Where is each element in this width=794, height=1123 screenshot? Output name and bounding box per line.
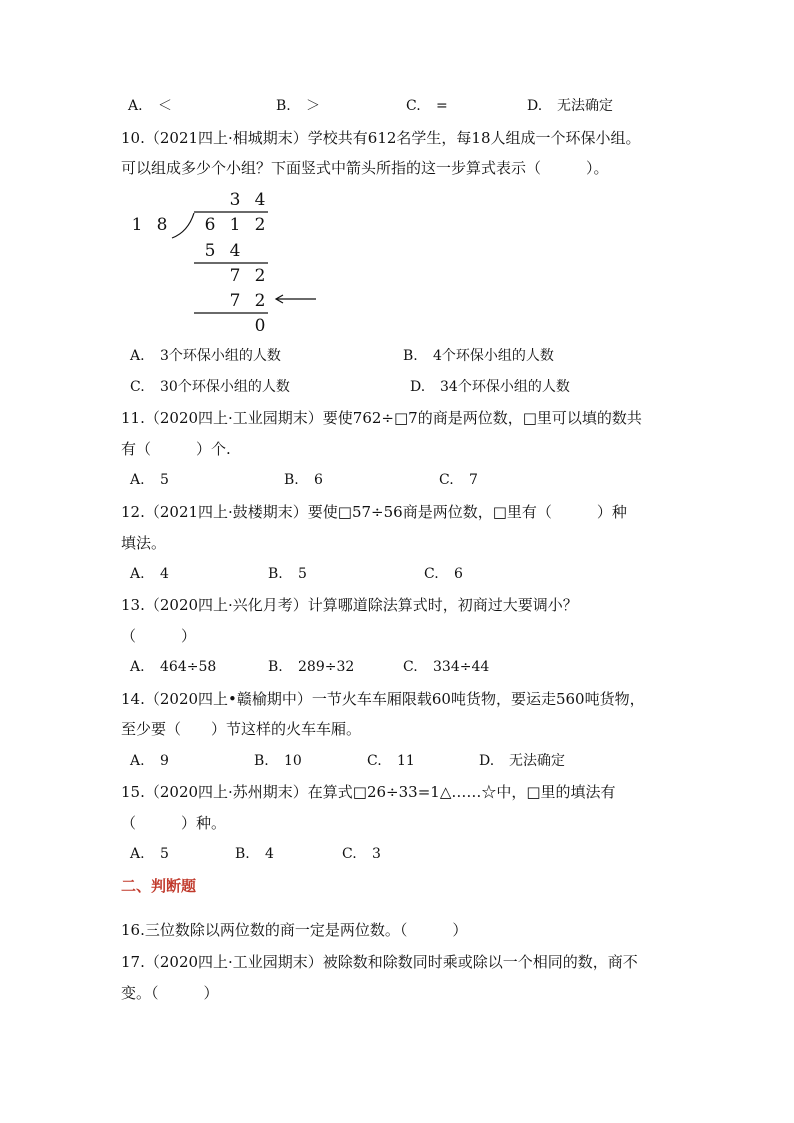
q17-stem-line2: 变。（ ） [121, 984, 219, 1002]
q11-option-a-text: 5 [160, 472, 169, 488]
q12-option-a[interactable] [130, 564, 169, 584]
q10-stem-line1: 10.（2021四上·相城期末）学校共有612名学生，每18人组成一个环保小组。 [121, 129, 641, 147]
q12-option-b-letter: B. [268, 566, 283, 582]
q15-option-c[interactable] [342, 844, 381, 864]
q10-option-a-letter: A. [130, 348, 145, 364]
step1-digit-2: 4 [229, 241, 241, 261]
divisor-digit-tens: 1 [131, 215, 143, 235]
q14-option-c-letter: C. [367, 753, 382, 769]
q12-stem-line1: 12.（2021四上·鼓楼期末）要使□57÷56商是两位数，□里有（ ）种 [121, 503, 627, 521]
q11-option-b-text: 6 [314, 472, 323, 488]
q14-option-d-text: 无法确定 [509, 753, 565, 769]
q11-stem-line2: 有（ ）个. [121, 440, 231, 458]
q12-option-a-letter: A. [130, 566, 145, 582]
q9-option-d-text: 无法确定 [557, 98, 613, 114]
q15-option-c-text: 3 [372, 846, 381, 862]
q11-option-b-letter: B. [284, 472, 299, 488]
q14-option-b-letter: B. [254, 753, 269, 769]
q10-option-c-letter: C. [130, 379, 145, 395]
q14-stem-line1: 14.（2020四上•赣榆期中）一节火车车厢限载60吨货物，要运走560吨货物， [121, 690, 645, 708]
q13-option-c[interactable] [403, 657, 489, 677]
dividend-digit-hundreds: 6 [204, 215, 216, 235]
q17-stem-line1: 17.（2020四上·工业园期末）被除数和除数同时乘或除以一个相同的数，商不 [121, 953, 638, 971]
dividend-digit-tens: 1 [229, 215, 241, 235]
q9-option-c-letter: C. [406, 98, 421, 114]
step3-digit-2: 2 [254, 291, 266, 311]
q10-stem-line2: 可以组成多少个小组？下面竖式中箭头所指的这一步算式表示（ ）。 [121, 159, 609, 177]
q16-stem: 16.三位数除以两位数的商一定是两位数。（ ） [121, 921, 468, 939]
q14-option-c[interactable] [367, 751, 415, 771]
q14-option-c-text: 11 [397, 753, 415, 769]
q15-option-b[interactable] [235, 844, 274, 864]
q10-option-d[interactable] [410, 377, 570, 397]
q13-option-a-text: 464÷58 [160, 659, 217, 675]
q9-option-a-letter: A. [128, 98, 143, 114]
q13-option-a[interactable] [130, 657, 216, 677]
division-bracket [172, 213, 194, 238]
q12-option-a-text: 4 [160, 566, 169, 582]
q11-option-c-text: 7 [469, 472, 478, 488]
q14-option-d-letter: D. [479, 753, 495, 769]
q11-option-b[interactable] [284, 470, 323, 490]
q11-option-a[interactable] [130, 470, 169, 490]
q15-option-b-text: 4 [265, 846, 274, 862]
step2-digit-1: 7 [229, 266, 241, 286]
q14-option-a-letter: A. [130, 753, 145, 769]
q10-option-c[interactable] [130, 377, 290, 397]
q12-option-b[interactable] [268, 564, 307, 584]
q10-option-b-text: 4个环保小组的人数 [433, 348, 554, 364]
q13-option-b[interactable] [268, 657, 354, 677]
q13-stem-line1: 13.（2020四上·兴化月考）计算哪道除法算式时，初商过大要调小？ [121, 596, 578, 614]
q13-option-c-letter: C. [403, 659, 418, 675]
q15-option-c-letter: C. [342, 846, 357, 862]
q10-option-a-text: 3个环保小组的人数 [160, 348, 281, 364]
q14-stem-line2: 至少要（ ）节这样的火车车厢。 [121, 720, 362, 738]
quotient-digit-tens: 3 [229, 190, 241, 210]
section-heading-judgment: 二、判断题 [121, 877, 197, 895]
q12-option-c-text: 6 [454, 566, 463, 582]
q11-option-c-letter: C. [439, 472, 454, 488]
q14-option-d[interactable] [479, 751, 565, 771]
q14-option-a-text: 9 [160, 753, 169, 769]
q15-stem-line1: 15.（2020四上·苏州期末）在算式□26÷33=1△……☆中，□里的填法有 [121, 783, 616, 801]
q12-option-b-text: 5 [298, 566, 307, 582]
q10-option-c-text: 30个环保小组的人数 [160, 379, 290, 395]
divisor-digit-ones: 8 [156, 215, 168, 235]
remainder-digit: 0 [254, 316, 266, 336]
q11-option-a-letter: A. [130, 472, 145, 488]
q14-option-a[interactable] [130, 751, 169, 771]
q13-option-b-text: 289÷32 [298, 659, 355, 675]
q10-option-b-letter: B. [403, 348, 418, 364]
q13-option-c-text: 334÷44 [433, 659, 490, 675]
q11-stem-line1: 11.（2020四上·工业园期末）要使762÷□7的商是两位数，□里可以填的数共 [121, 409, 642, 427]
long-division-figure [0, 0, 794, 340]
q15-option-a-letter: A. [130, 846, 145, 862]
q15-stem-line2: （ ）种。 [121, 814, 227, 832]
q10-option-d-letter: D. [410, 379, 426, 395]
q15-option-a[interactable] [130, 844, 169, 864]
q12-option-c-letter: C. [424, 566, 439, 582]
q15-option-a-text: 5 [160, 846, 169, 862]
q15-option-b-letter: B. [235, 846, 250, 862]
q9-option-b-text: ＞ [306, 98, 320, 114]
q11-option-c[interactable] [439, 470, 478, 490]
q9-option-c-text: = [436, 98, 448, 114]
q9-option-a-text: ＜ [158, 98, 172, 114]
q9-option-b-letter: B. [276, 98, 291, 114]
q13-option-a-letter: A. [130, 659, 145, 675]
q13-stem-line2: （ ） [121, 627, 197, 645]
q10-option-a[interactable] [130, 346, 281, 366]
q14-option-b[interactable] [254, 751, 302, 771]
step2-digit-2: 2 [254, 266, 266, 286]
q13-option-b-letter: B. [268, 659, 283, 675]
q14-option-b-text: 10 [284, 753, 302, 769]
q12-option-c[interactable] [424, 564, 463, 584]
step3-digit-1: 7 [229, 291, 241, 311]
step1-digit-1: 5 [204, 241, 216, 261]
q10-option-b[interactable] [403, 346, 554, 366]
quotient-digit-ones: 4 [254, 190, 266, 210]
dividend-digit-ones: 2 [254, 215, 266, 235]
q10-option-d-text: 34个环保小组的人数 [440, 379, 570, 395]
q12-stem-line2: 填法。 [121, 534, 167, 552]
q9-option-d-letter: D. [527, 98, 543, 114]
